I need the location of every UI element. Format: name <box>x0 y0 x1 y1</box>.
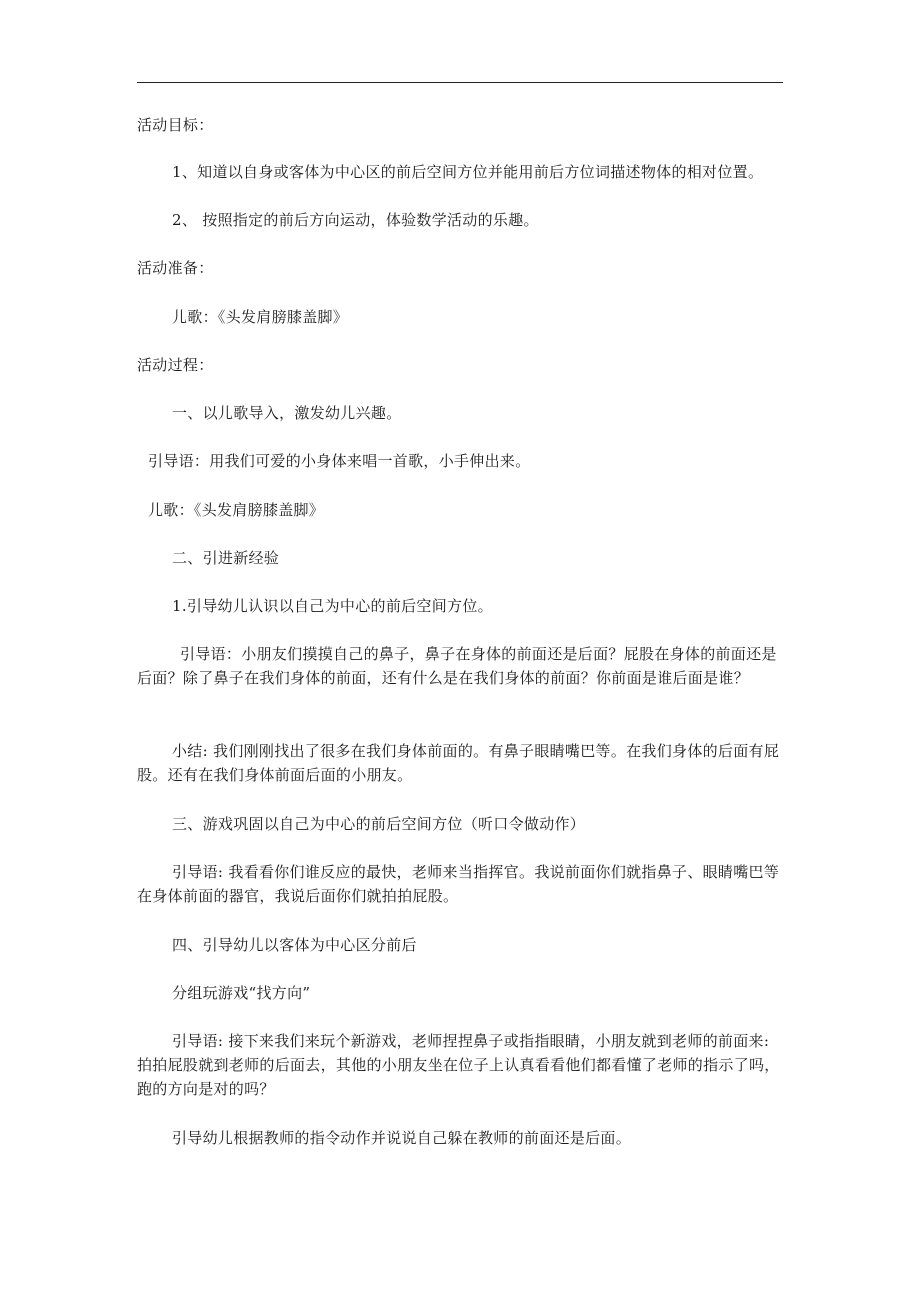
step-4-guide: 引导语: 接下来我们来玩个新游戏，老师捏捏鼻子或指指眼睛，小朋友就到老师的前面来: 拍拍屁股就到老师的后面去，其他的小朋友坐在位子上认真看看他们都看懂了老师的指示了吗，跑的方向是对的吗？ <box>137 1032 780 1098</box>
step-2-summary: 小结: 我们刚刚找出了很多在我们身体前面的。有鼻子眼睛嘴巴等。在我们身体的后面有屁股。还有在我们身体前面后面的小朋友。 <box>137 742 780 784</box>
step-4-game: 分组玩游戏“找方向” <box>172 984 311 1002</box>
heading-objectives: 活动目标： <box>137 116 214 134</box>
step-1-guide: 引导语：用我们可爱的小身体来唱一首歌，小手伸出来。 <box>148 452 531 470</box>
header-rule <box>137 82 783 83</box>
step-1-song: 儿歌：《头发肩膀膝盖脚》 <box>148 501 325 519</box>
step-2-title: 二、引进新经验 <box>172 549 280 567</box>
step-3-guide: 引导语: 我看看你们谁反应的最快，老师来当指挥官。我说前面你们就指鼻子、眼睛嘴巴等在身体前面的器官，我说后面你们就拍拍屁股。 <box>137 863 780 905</box>
objective-1: 1、知道以自身或客体为中心区的前后空间方位并能用前后方位词描述物体的相对位置。 <box>172 163 764 181</box>
preparation-song: 儿歌：《头发肩膀膝盖脚》 <box>172 308 349 326</box>
heading-preparation: 活动准备： <box>137 259 214 277</box>
step-2-guide: 引导语：小朋友们摸摸自己的鼻子，鼻子在身体的前面还是后面？屁股在身体的前面还是后面？除了鼻子在我们身体的前面，还有什么是在我们身体的前面？你前面是谁后面是谁？ <box>137 645 777 687</box>
heading-process: 活动过程： <box>137 356 214 374</box>
step-2-sub-1: 1.引导幼儿认识以自己为中心的前后空间方位。 <box>172 597 493 615</box>
objective-2: 2、 按照指定的前后方向运动，体验数学活动的乐趣。 <box>172 211 539 229</box>
step-4-title: 四、引导幼儿以客体为中心区分前后 <box>172 936 417 954</box>
step-1-title: 一、以儿歌导入，激发幼儿兴趣。 <box>172 404 402 422</box>
step-4-instruction: 引导幼儿根据教师的指令动作并说说自己躲在教师的前面还是后面。 <box>172 1129 632 1147</box>
step-3-title: 三、游戏巩固以自己为中心的前后空间方位（听口令做动作） <box>172 815 586 833</box>
